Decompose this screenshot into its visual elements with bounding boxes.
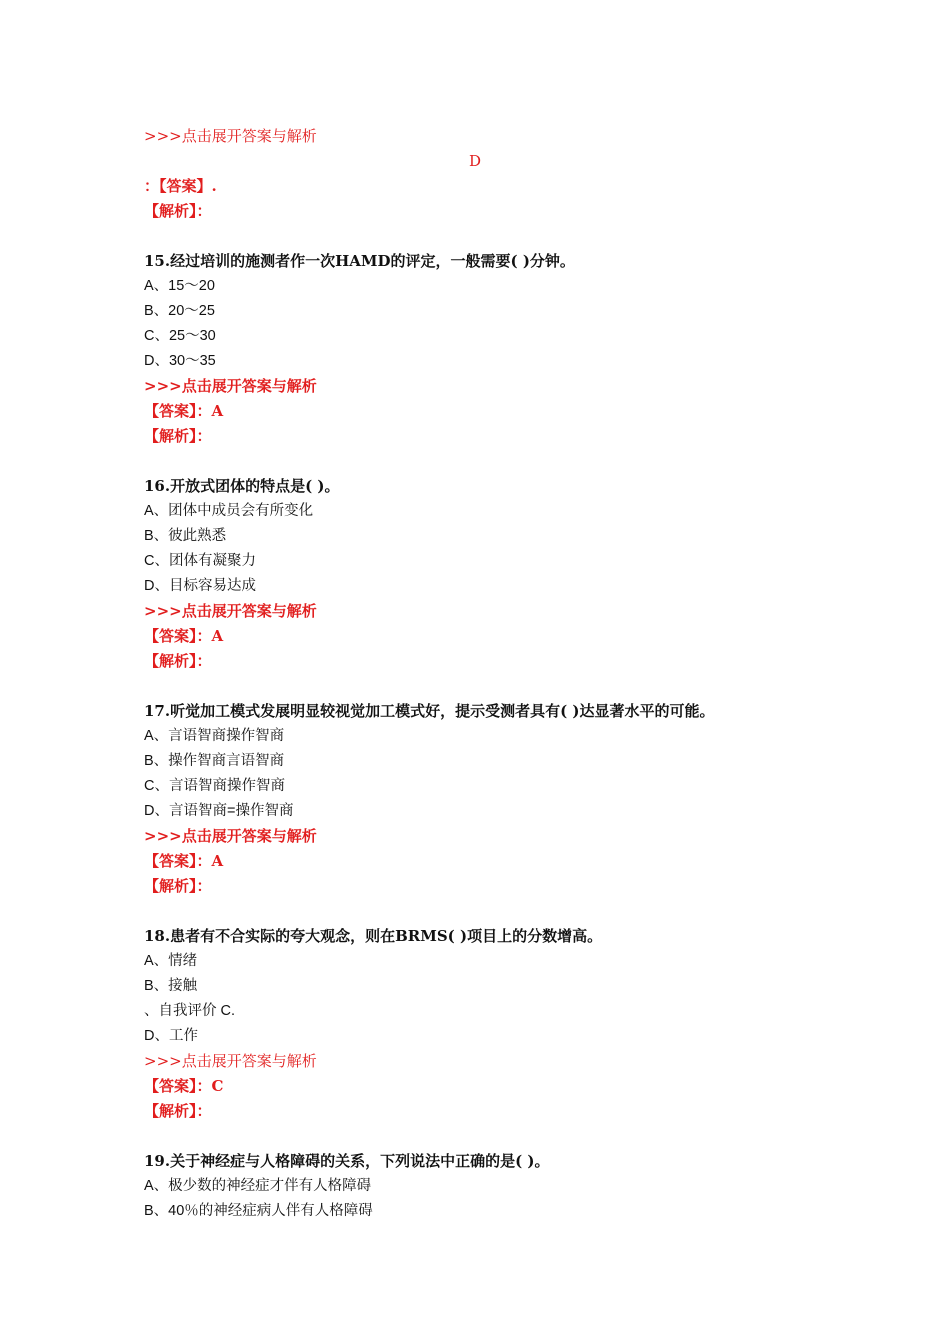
question-title: 19.关于神经症与人格障碍的关系，下列说法中正确的是( )。 [144, 1152, 550, 1170]
spacer [144, 674, 804, 699]
spacer [144, 224, 804, 249]
answer-line: 【答案】：A [144, 852, 224, 870]
option-a: A、团体中成员会有所变化 [144, 503, 314, 519]
analysis-line: 【解析】： [144, 202, 212, 220]
expand-answer-link[interactable]: >>>点击展开答案与解析 [144, 827, 317, 845]
expand-answer-link[interactable]: >>>点击展开答案与解析 [144, 602, 317, 620]
analysis-line: 【解析】： [144, 427, 212, 445]
option-c: C、团体有凝聚力 [144, 553, 256, 569]
answer-line: ：【答案】. [144, 177, 217, 195]
option-d: D、30～35 [144, 353, 216, 369]
answer-line: 【答案】：A [144, 627, 224, 645]
question-title: 15.经过培训的施测者作一次HAMD的评定，一般需要( )分钟。 [144, 252, 575, 270]
option-d: D、工作 [144, 1028, 198, 1044]
option-c: 、自我评价 C. [144, 1003, 236, 1019]
expand-answer-link[interactable]: >>>点击展开答案与解析 [144, 377, 317, 395]
question-block [144, 474, 804, 674]
option-a: A、极少数的神经症才伴有人格障碍 [144, 1178, 372, 1194]
option-b: B、40％的神经症病人伴有人格障碍 [144, 1203, 373, 1219]
spacer [144, 449, 804, 474]
analysis-line: 【解析】： [144, 652, 212, 670]
option-b: B、20～25 [144, 303, 215, 319]
question-block [144, 249, 804, 449]
spacer [144, 1124, 804, 1149]
question-title: 17.听觉加工模式发展明显较视觉加工模式好，提示受测者具有( )达显著水平的可能。 [144, 702, 715, 720]
question-title: 16.开放式团体的特点是( )。 [144, 477, 340, 495]
question-title: 18.患者有不合实际的夸大观念，则在BRMS( )项目上的分数增高。 [144, 927, 603, 945]
analysis-line: 【解析】： [144, 877, 212, 895]
option-a: A、情绪 [144, 953, 198, 969]
option-c: C、25～30 [144, 328, 216, 344]
option-c: C、言语智商操作智商 [144, 778, 285, 794]
option-d: D、言语智商=操作智商 [144, 803, 294, 819]
expand-answer-link[interactable]: >>>点击展开答案与解析 [144, 127, 317, 145]
option-b: B、彼此熟悉 [144, 528, 227, 544]
analysis-line: 【解析】： [144, 1102, 212, 1120]
option-d: D、目标容易达成 [144, 578, 256, 594]
expand-answer-link[interactable]: >>>点击展开答案与解析 [144, 1052, 317, 1070]
question-block [144, 699, 804, 899]
answer-line: 【答案】：A [144, 402, 224, 420]
option-b: B、接触 [144, 978, 198, 994]
question-block [144, 1149, 804, 1224]
stray-answer-letter: D [468, 152, 482, 170]
option-a: A、15～20 [144, 278, 215, 294]
document-page [144, 124, 804, 1224]
option-a: A、言语智商操作智商 [144, 728, 285, 744]
answer-line: 【答案】：C [144, 1077, 224, 1095]
question-block [144, 924, 804, 1124]
option-b: B、操作智商言语智商 [144, 753, 285, 769]
spacer [144, 899, 804, 924]
